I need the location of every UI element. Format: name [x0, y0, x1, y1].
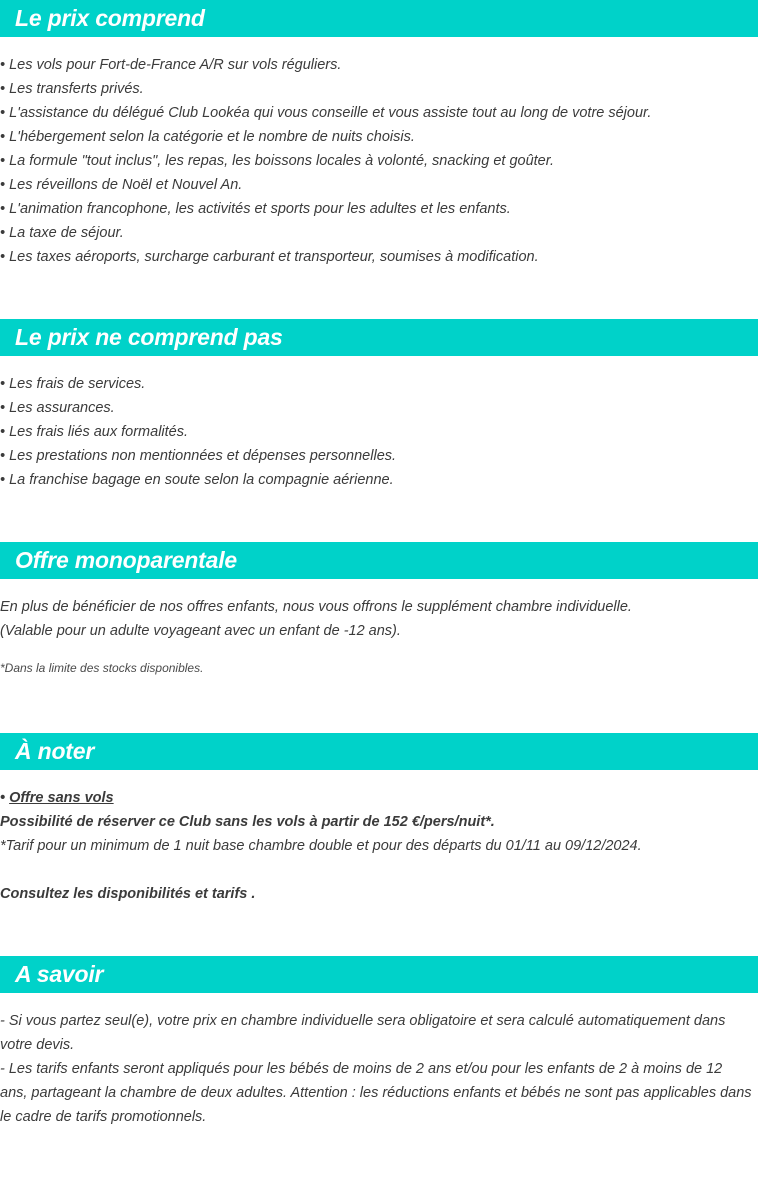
- section-good-to-know: [0, 956, 758, 1129]
- section-price-includes: [0, 0, 758, 269]
- list-item: • Les frais de services.: [0, 376, 146, 392]
- section-header-price-excludes: Le prix ne comprend pas: [0, 319, 758, 356]
- section-single-parent: [0, 542, 758, 676]
- list-item: • Les réveillons de Noël et Nouvel An.: [0, 177, 243, 193]
- offer-line: [0, 786, 758, 810]
- section-header-price-includes: Le prix comprend: [0, 0, 758, 37]
- child-rates-paragraph: - Les tarifs enfants seront appliqués pour les bébés de moins de 2 ans et/ou pour les enfants de 2 à moins de 12 ans, partageant la chambre de deux adultes. Attention : les réductions enfants et bébés ne sont pas applicables dans le cadre de tarifs promotionnels.: [0, 1061, 752, 1125]
- solo-traveler-paragraph: - Si vous partez seul(e), votre prix en chambre individuelle sera obligatoire et sera calculé automatiquement dans votre devis.: [0, 1013, 726, 1053]
- section-to-note: [0, 733, 758, 906]
- offer-price-line: Possibilité de réserver ce Club sans les vols à partir de 152 €/pers/nuit*.: [0, 814, 495, 830]
- list-item: • Les frais liés aux formalités.: [0, 424, 189, 440]
- list-item: • Les assurances.: [0, 400, 115, 416]
- offer-without-flights-link[interactable]: Offre sans vols: [9, 790, 114, 806]
- section-header-good-to-know: A savoir: [0, 956, 758, 993]
- list-item: • La formule "tout inclus", les repas, les boissons locales à volonté, snacking et goûter.: [0, 153, 555, 169]
- single-parent-condition: (Valable pour un adulte voyageant avec un enfant de -12 ans).: [0, 623, 401, 639]
- to-note-text: [0, 786, 758, 906]
- single-parent-line: En plus de bénéficier de nos offres enfants, nous vous offrons le supplément chambre individuelle.: [0, 599, 632, 615]
- list-item: • L'hébergement selon la catégorie et le nombre de nuits choisis.: [0, 129, 415, 145]
- tariff-note: *Tarif pour un minimum de 1 nuit base chambre double et pour des départs du 01/11 au 09/12/2024.: [0, 838, 642, 854]
- bullet: •: [0, 790, 10, 806]
- stock-note: *Dans la limite des stocks disponibles.: [0, 661, 204, 675]
- section-header-single-parent: Offre monoparentale: [0, 542, 758, 579]
- single-parent-text: [0, 595, 758, 643]
- price-excludes-list: [0, 372, 758, 492]
- list-item: • Les taxes aéroports, surcharge carburant et transporteur, soumises à modification.: [0, 249, 539, 265]
- list-item: • La franchise bagage en soute selon la compagnie aérienne.: [0, 472, 394, 488]
- list-item: • L'assistance du délégué Club Lookéa qui vous conseille et vous assiste tout au long de votre séjour.: [0, 105, 652, 121]
- section-header-to-note: À noter: [0, 733, 758, 770]
- list-item: • Les prestations non mentionnées et dépenses personnelles.: [0, 448, 397, 464]
- list-item: • L'animation francophone, les activités et sports pour les adultes et les enfants.: [0, 201, 511, 217]
- list-item: • La taxe de séjour.: [0, 225, 124, 241]
- section-price-excludes: [0, 319, 758, 492]
- price-includes-list: [0, 53, 758, 269]
- list-item: • Les transferts privés.: [0, 81, 144, 97]
- list-item: • Les vols pour Fort-de-France A/R sur vols réguliers.: [0, 57, 342, 73]
- spacer: [0, 858, 758, 882]
- consult-availability-line[interactable]: Consultez les disponibilités et tarifs .: [0, 886, 256, 902]
- good-to-know-text: [0, 1009, 752, 1129]
